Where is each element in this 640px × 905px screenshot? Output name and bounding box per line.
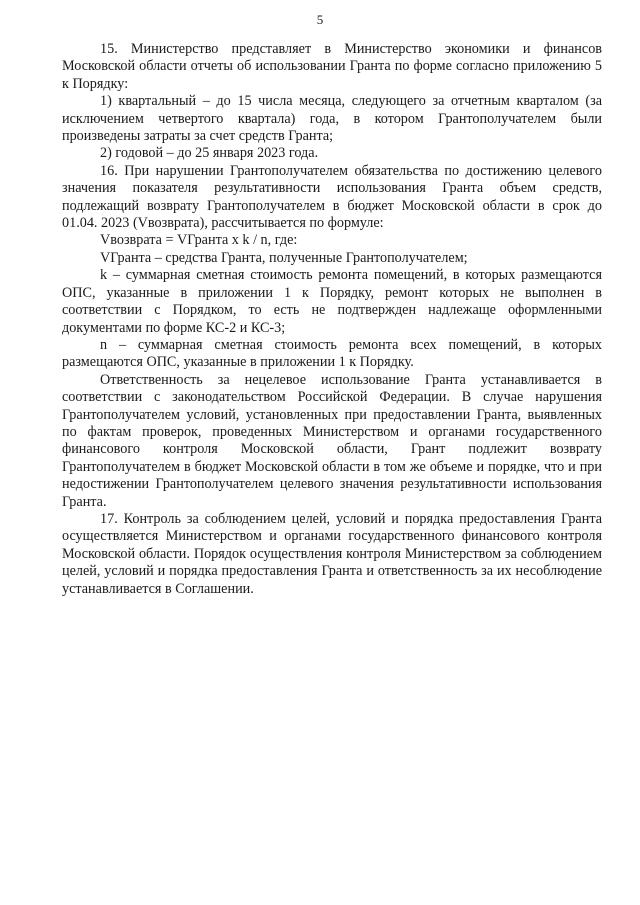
formula-definition-n: n – суммарная сметная стоимость ремонта всех помещений, в которых размещаются ОПС, указанные в приложении 1 к Порядку. [62, 336, 602, 371]
paragraph-15-item-1: 1) квартальный – до 15 числа месяца, следующего за отчетным кварталом (за исключением четвертого квартала) года, в котором Грантополучателем были произведены затраты за счет средств Гранта; [62, 93, 602, 145]
paragraph-15: 15. Министерство представляет в Министерство экономики и финансов Московской области отчеты об использовании Гранта по форме согласно приложению 5 к Порядку: [62, 41, 602, 92]
paragraph-17: 17. Контроль за соблюдением целей, условий и порядка предоставления Гранта осуществляется Министерством и органами государственного финансового контроля Московской области. Порядок осуществления контроля Министерством за соблюдением целей, условий и порядка предоставления Гранта и ответственность за их несоблюдение устанавливается в Соглашении. [62, 510, 602, 597]
page-number: 5 [316, 12, 324, 27]
document-body [62, 41, 602, 598]
formula-definition-vgranta: VГранта – средства Гранта, полученные Грантополучателем; [100, 249, 468, 266]
formula: Vвозврата = VГранта x k / n, где: [100, 232, 298, 249]
paragraph-15-item-2: 2) годовой – до 25 января 2023 года. [100, 145, 319, 162]
formula-definition-k: k – суммарная сметная стоимость ремонта помещений, в которых размещаются ОПС, указанные в приложении 1 к Порядку, ремонт которых не выполнен в соответствии с Порядком, то есть не подтвержден надлежаще оформленными документами по форме КС-2 и КС-3; [62, 267, 602, 336]
paragraph-responsibility: Ответственность за нецелевое использование Гранта устанавливается в соответствии с законодательством Российской Федерации. В случае нарушения Грантополучателем условий, установленных при предоставлении Гранта, выявленных по фактам проверок, проведенных Министерством и органами государственного финансового контроля Московской области, Грант подлежит возврату Грантополучателем в бюджет Московской области в том же объеме и порядке, что и при недостижении Грантополучателем целевого значения результативности использования Гранта. [62, 371, 602, 510]
paragraph-16: 16. При нарушении Грантополучателем обязательства по достижению целевого значения показателя результативности использования Гранта объем средств, подлежащий возврату Грантополучателем в бюджет Московской области в срок до 01.04. 2023 (Vвозврата), рассчитывается по формуле: [62, 162, 602, 232]
